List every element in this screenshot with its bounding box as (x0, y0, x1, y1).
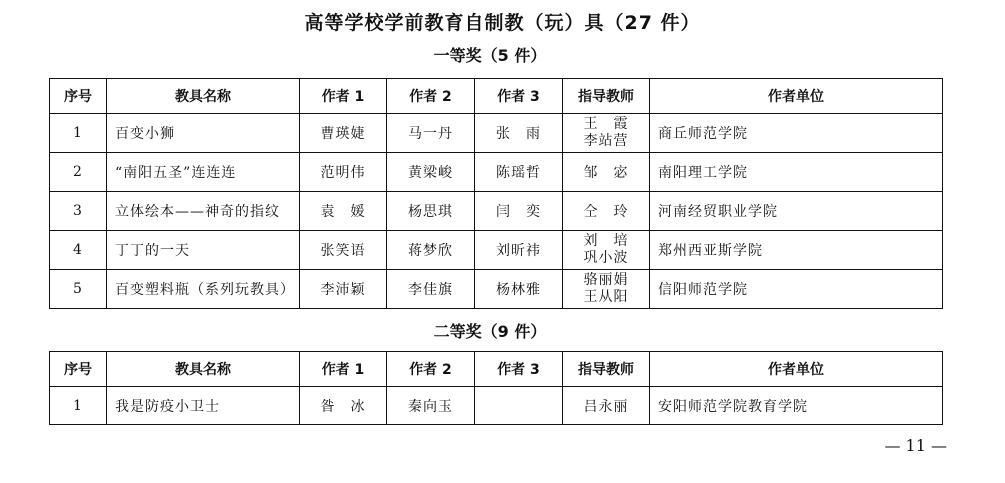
toy-name: 丁丁的一天 (107, 231, 300, 270)
author-unit: 信阳师范学院 (650, 270, 943, 309)
author-2: 蒋梦欣 (387, 231, 475, 270)
table-row (50, 153, 943, 192)
author-1: 曹瑛婕 (300, 114, 387, 153)
author-1: 袁 媛 (300, 192, 387, 231)
advisor: 王 霞 (583, 116, 629, 132)
header-cell: 指导教师 (563, 79, 650, 114)
advisor: 仝 玲 (563, 192, 650, 231)
author-2: 马一丹 (387, 114, 475, 153)
author-unit: 河南经贸职业学院 (650, 192, 943, 231)
table-row (50, 387, 943, 425)
author-3 (475, 387, 563, 425)
toy-name: “南阳五圣”连连连 (107, 153, 300, 192)
header-cell: 序号 (50, 352, 107, 387)
advisor-cell (563, 231, 650, 270)
header-cell: 作者 3 (475, 352, 563, 387)
section-heading-first-prize: 一等奖（5 件） (433, 46, 547, 65)
row-number: 5 (50, 270, 107, 309)
table-row (50, 231, 943, 270)
advisor-cell (563, 114, 650, 153)
header-cell: 教具名称 (107, 79, 300, 114)
row-number: 4 (50, 231, 107, 270)
author-unit: 南阳理工学院 (650, 153, 943, 192)
advisor-cell (563, 270, 650, 309)
header-cell: 作者 1 (300, 79, 387, 114)
row-number: 1 (50, 387, 107, 425)
header-cell: 作者单位 (650, 352, 943, 387)
table-header-row (50, 352, 943, 387)
table-row (50, 270, 943, 309)
advisor: 巩小波 (583, 250, 629, 266)
second-prize-table (49, 351, 943, 425)
advisor: 吕永丽 (563, 387, 650, 425)
first-prize-table (49, 78, 943, 309)
header-cell: 指导教师 (563, 352, 650, 387)
author-3: 刘昕祎 (475, 231, 563, 270)
author-3: 陈瑶哲 (475, 153, 563, 192)
author-2: 杨思琪 (387, 192, 475, 231)
header-cell: 作者 1 (300, 352, 387, 387)
advisor: 刘 培 (583, 233, 629, 249)
author-unit: 商丘师范学院 (650, 114, 943, 153)
author-3: 杨林雅 (475, 270, 563, 309)
author-1: 张笑语 (300, 231, 387, 270)
toy-name: 立体绘本——神奇的指纹 (107, 192, 300, 231)
page-title: 高等学校学前教育自制教（玩）具（27 件） (304, 12, 701, 34)
header-cell: 作者 3 (475, 79, 563, 114)
author-2: 李佳旗 (387, 270, 475, 309)
row-number: 2 (50, 153, 107, 192)
author-3: 张 雨 (475, 114, 563, 153)
advisor: 王从阳 (583, 289, 629, 305)
author-1: 李沛颖 (300, 270, 387, 309)
advisor: 李站营 (583, 133, 629, 149)
page-number: — 11 — (884, 436, 947, 455)
header-cell: 作者 2 (387, 79, 475, 114)
author-unit: 安阳师范学院教育学院 (650, 387, 943, 425)
row-number: 1 (50, 114, 107, 153)
table-row (50, 192, 943, 231)
advisor: 骆丽娟 (583, 272, 629, 288)
header-cell: 作者 2 (387, 352, 475, 387)
section-heading-second-prize: 二等奖（9 件） (433, 322, 547, 341)
author-1: 范明伟 (300, 153, 387, 192)
author-2: 秦向玉 (387, 387, 475, 425)
row-number: 3 (50, 192, 107, 231)
header-cell: 教具名称 (107, 352, 300, 387)
author-3: 闫 奕 (475, 192, 563, 231)
table-row (50, 114, 943, 153)
author-unit: 郑州西亚斯学院 (650, 231, 943, 270)
advisor: 邹 宓 (563, 153, 650, 192)
header-cell: 序号 (50, 79, 107, 114)
toy-name: 我是防疫小卫士 (107, 387, 300, 425)
table-header-row (50, 79, 943, 114)
toy-name: 百变小狮 (107, 114, 300, 153)
toy-name: 百变塑料瓶（系列玩教具） (107, 270, 300, 309)
author-1: 昝 冰 (300, 387, 387, 425)
author-2: 黄梁峻 (387, 153, 475, 192)
header-cell: 作者单位 (650, 79, 943, 114)
